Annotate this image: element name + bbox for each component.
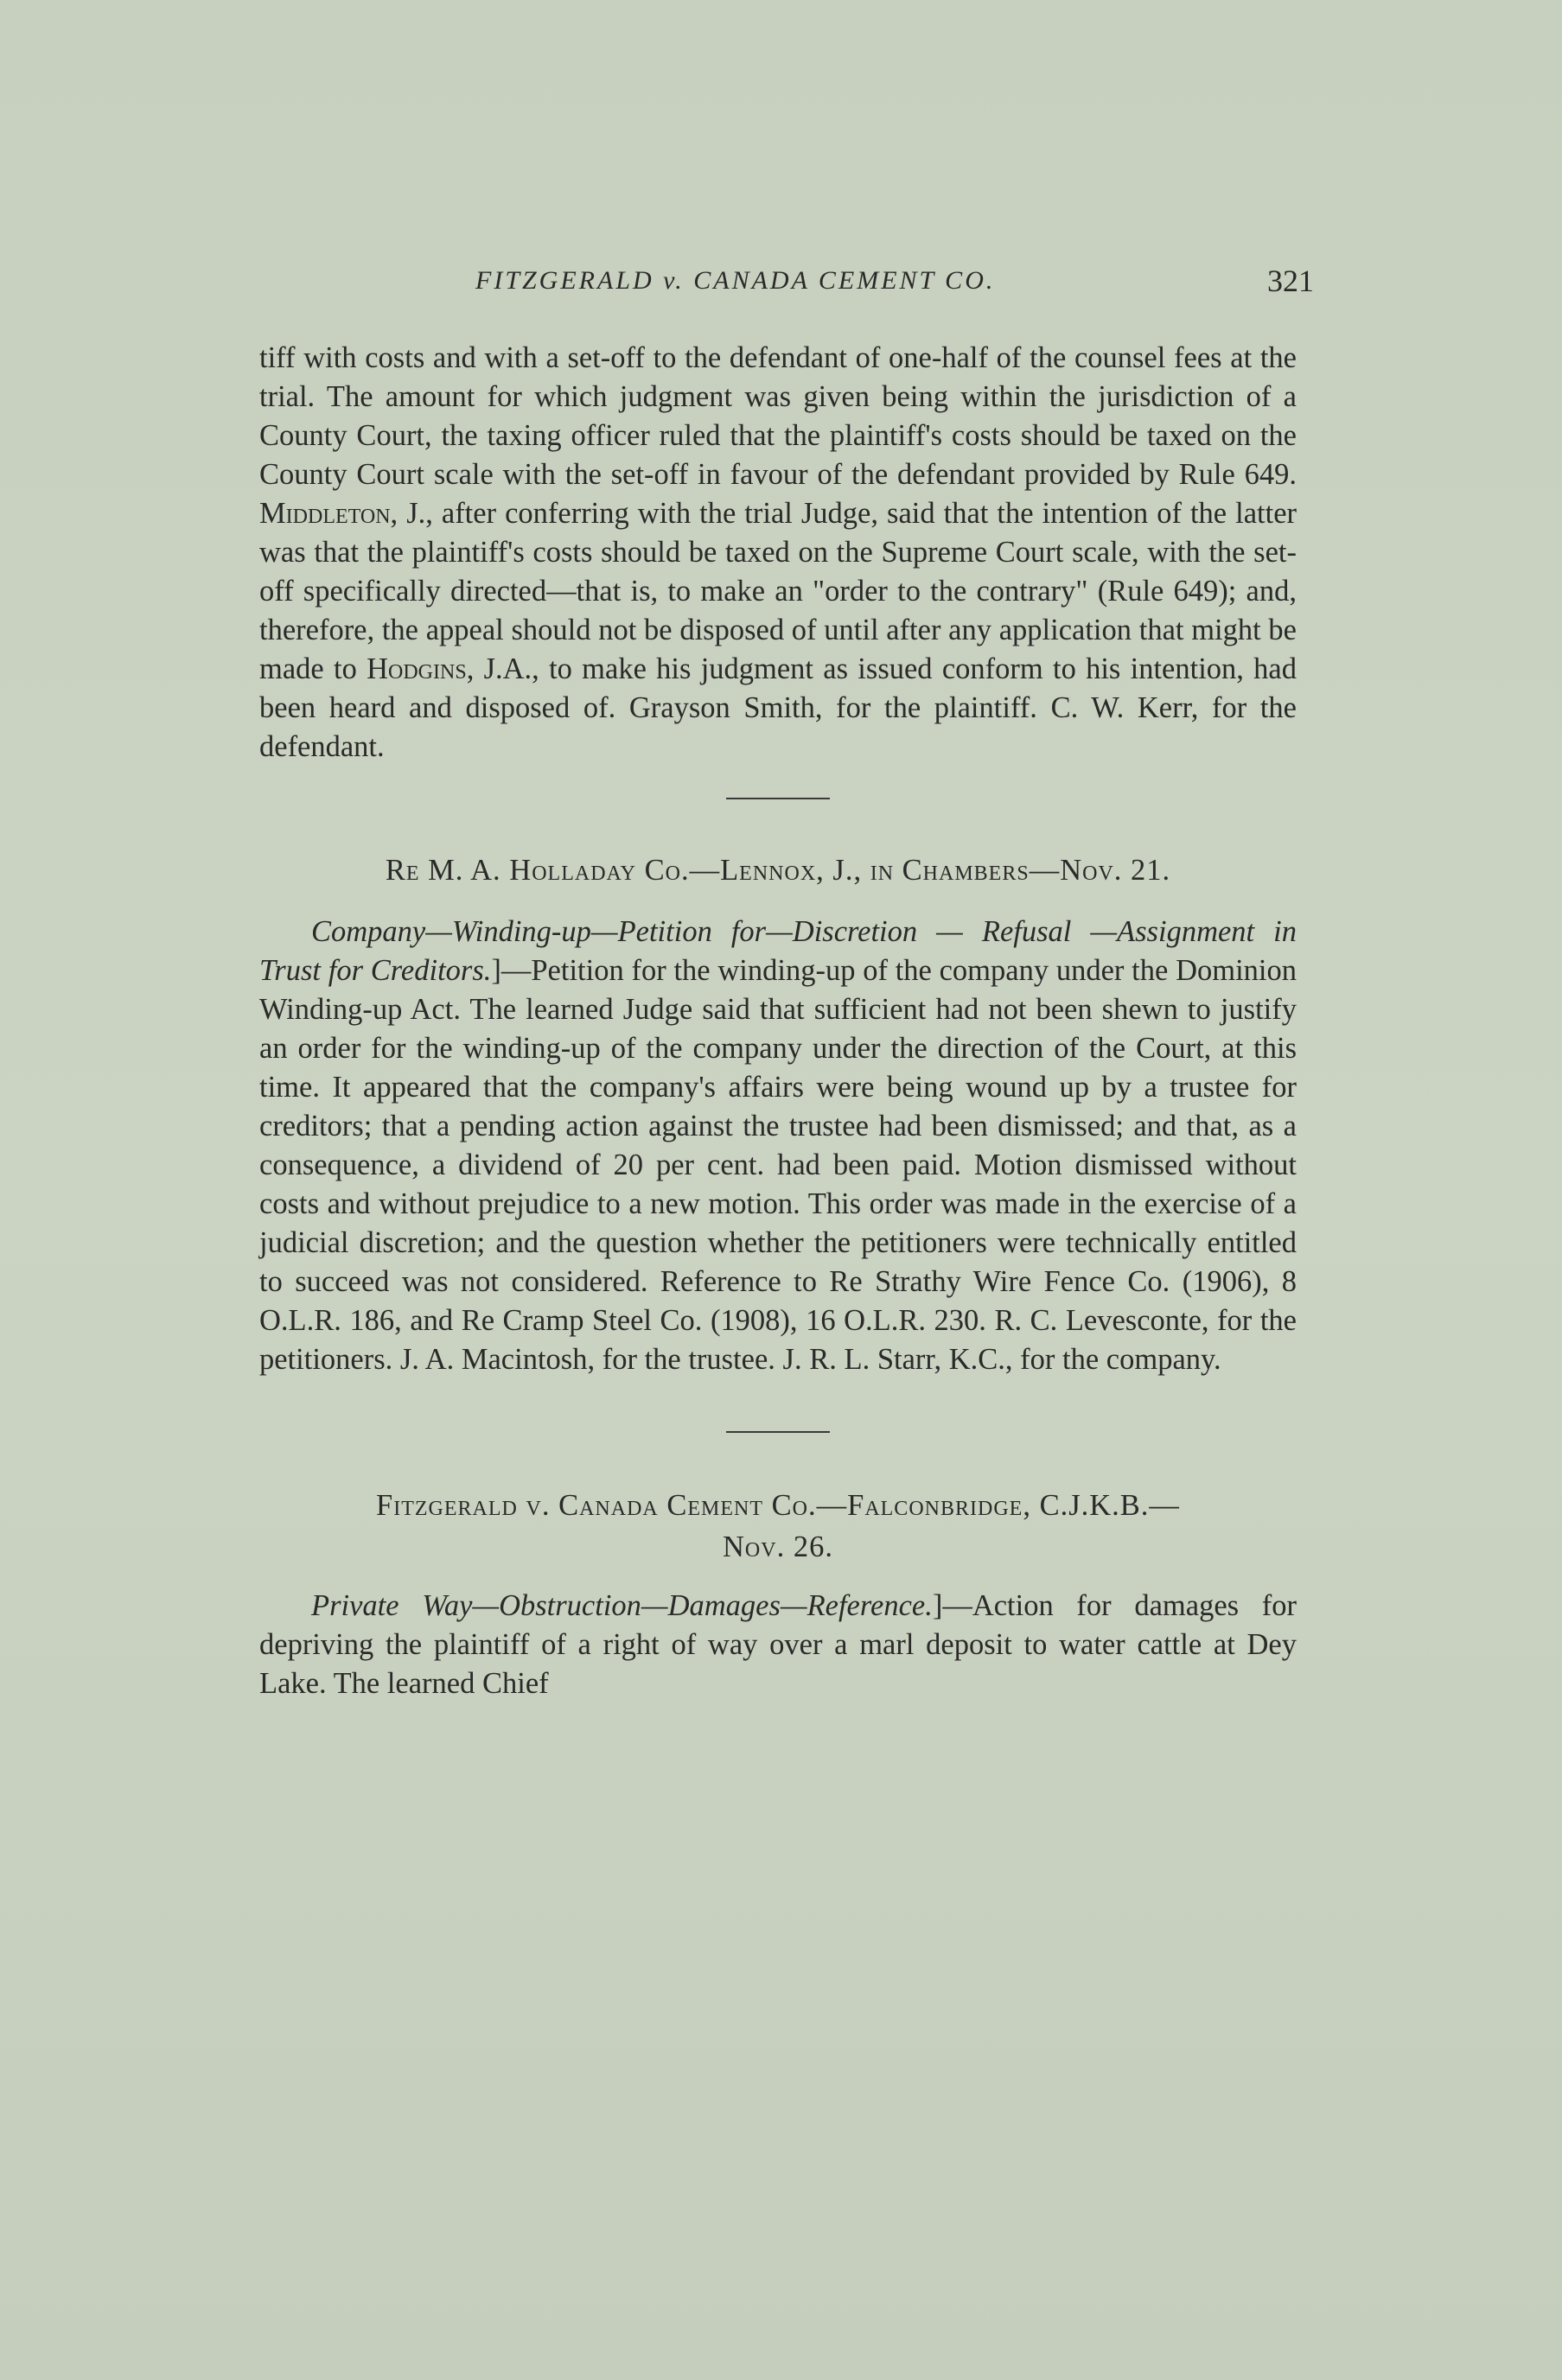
- case-heading-line: Nov. 26.: [723, 1530, 833, 1563]
- judge-name: Hodgins: [367, 652, 467, 685]
- keywords: Private Way—Obstruction—Damages—Reference.: [311, 1589, 933, 1622]
- keywords: Company—Winding-up—Petition for—Discretion — Refusal —Assignment in Trust for Creditors.: [259, 915, 1297, 987]
- paragraph-text: , J.A., to make his judgment as issued conform to his intention, had been heard and disposed of. Grayson Smith, for the plaintiff. C. W. Kerr, for the defendant.: [259, 652, 1297, 763]
- text-block: [259, 339, 1297, 1703]
- case-heading: [259, 1485, 1297, 1568]
- paragraph-text: tiff with costs and with a set-off to the defendant of one-half of the counsel fees at the trial. The amount for which judgment was given being within the jurisdiction of a County Court, the taxing officer ruled that the plaintiff's costs should be taxed on the County Court scale with the set-off in favour of the defendant provided by Rule 649.: [259, 341, 1297, 491]
- running-head: FITZGERALD v. CANADA CEMENT CO.: [475, 266, 996, 295]
- paragraph-text: ]—Action for damages for depriving the plaintiff of a right of way over a marl deposit to water cattle at Dey Lake. The learned Chief: [259, 1589, 1297, 1700]
- case-heading: Re M. A. Holladay Co.—Lennox, J., in Chambers—Nov. 21.: [385, 854, 1171, 887]
- section-divider: [726, 798, 830, 799]
- paragraph-text: , J., after conferring with the trial Judge, said that the intention of the latter was that the plaintiff's costs should be taxed on the Supreme Court scale, with the set-off specifically directed—that is, to make an "order to the contrary" (Rule 649); and, therefore, the appeal should not be disposed of until after any application that might be made to: [259, 497, 1297, 685]
- section-divider: [726, 1431, 830, 1433]
- paragraph-fitzgerald: [259, 1587, 1297, 1703]
- paragraph-costs: [259, 339, 1297, 767]
- paragraph-holladay: [259, 913, 1297, 1379]
- paragraph-text: ]—Petition for the winding-up of the company under the Dominion Winding-up Act. The learned Judge said that sufficient had not been shewn to justify an order for the winding-up of the company under the direction of the Court, at this time. It appeared that the company's affairs were being wound up by a trustee for creditors; that a pending action against the trustee had been dismissed; and that, as a consequence, a dividend of 20 per cent. had been paid. Motion dismissed without costs and without prejudice to a new motion. This order was made in the exercise of a judicial discretion; and the question whether the petitioners were technically entitled to succeed was not considered. Reference to Re Strathy Wire Fence Co. (1906), 8 O.L.R. 186, and Re Cramp Steel Co. (1908), 16 O.L.R. 230. R. C. Levesconte, for the petitioners. J. A. Macintosh, for the trustee. J. R. L. Starr, K.C., for the company.: [259, 954, 1297, 1376]
- page-number: 321: [1267, 264, 1314, 298]
- judge-name: Middleton: [259, 497, 391, 530]
- page-header: [259, 259, 1314, 311]
- case-heading-line: Fitzgerald v. Canada Cement Co.—Falconbridge, C.J.K.B.—: [376, 1489, 1180, 1522]
